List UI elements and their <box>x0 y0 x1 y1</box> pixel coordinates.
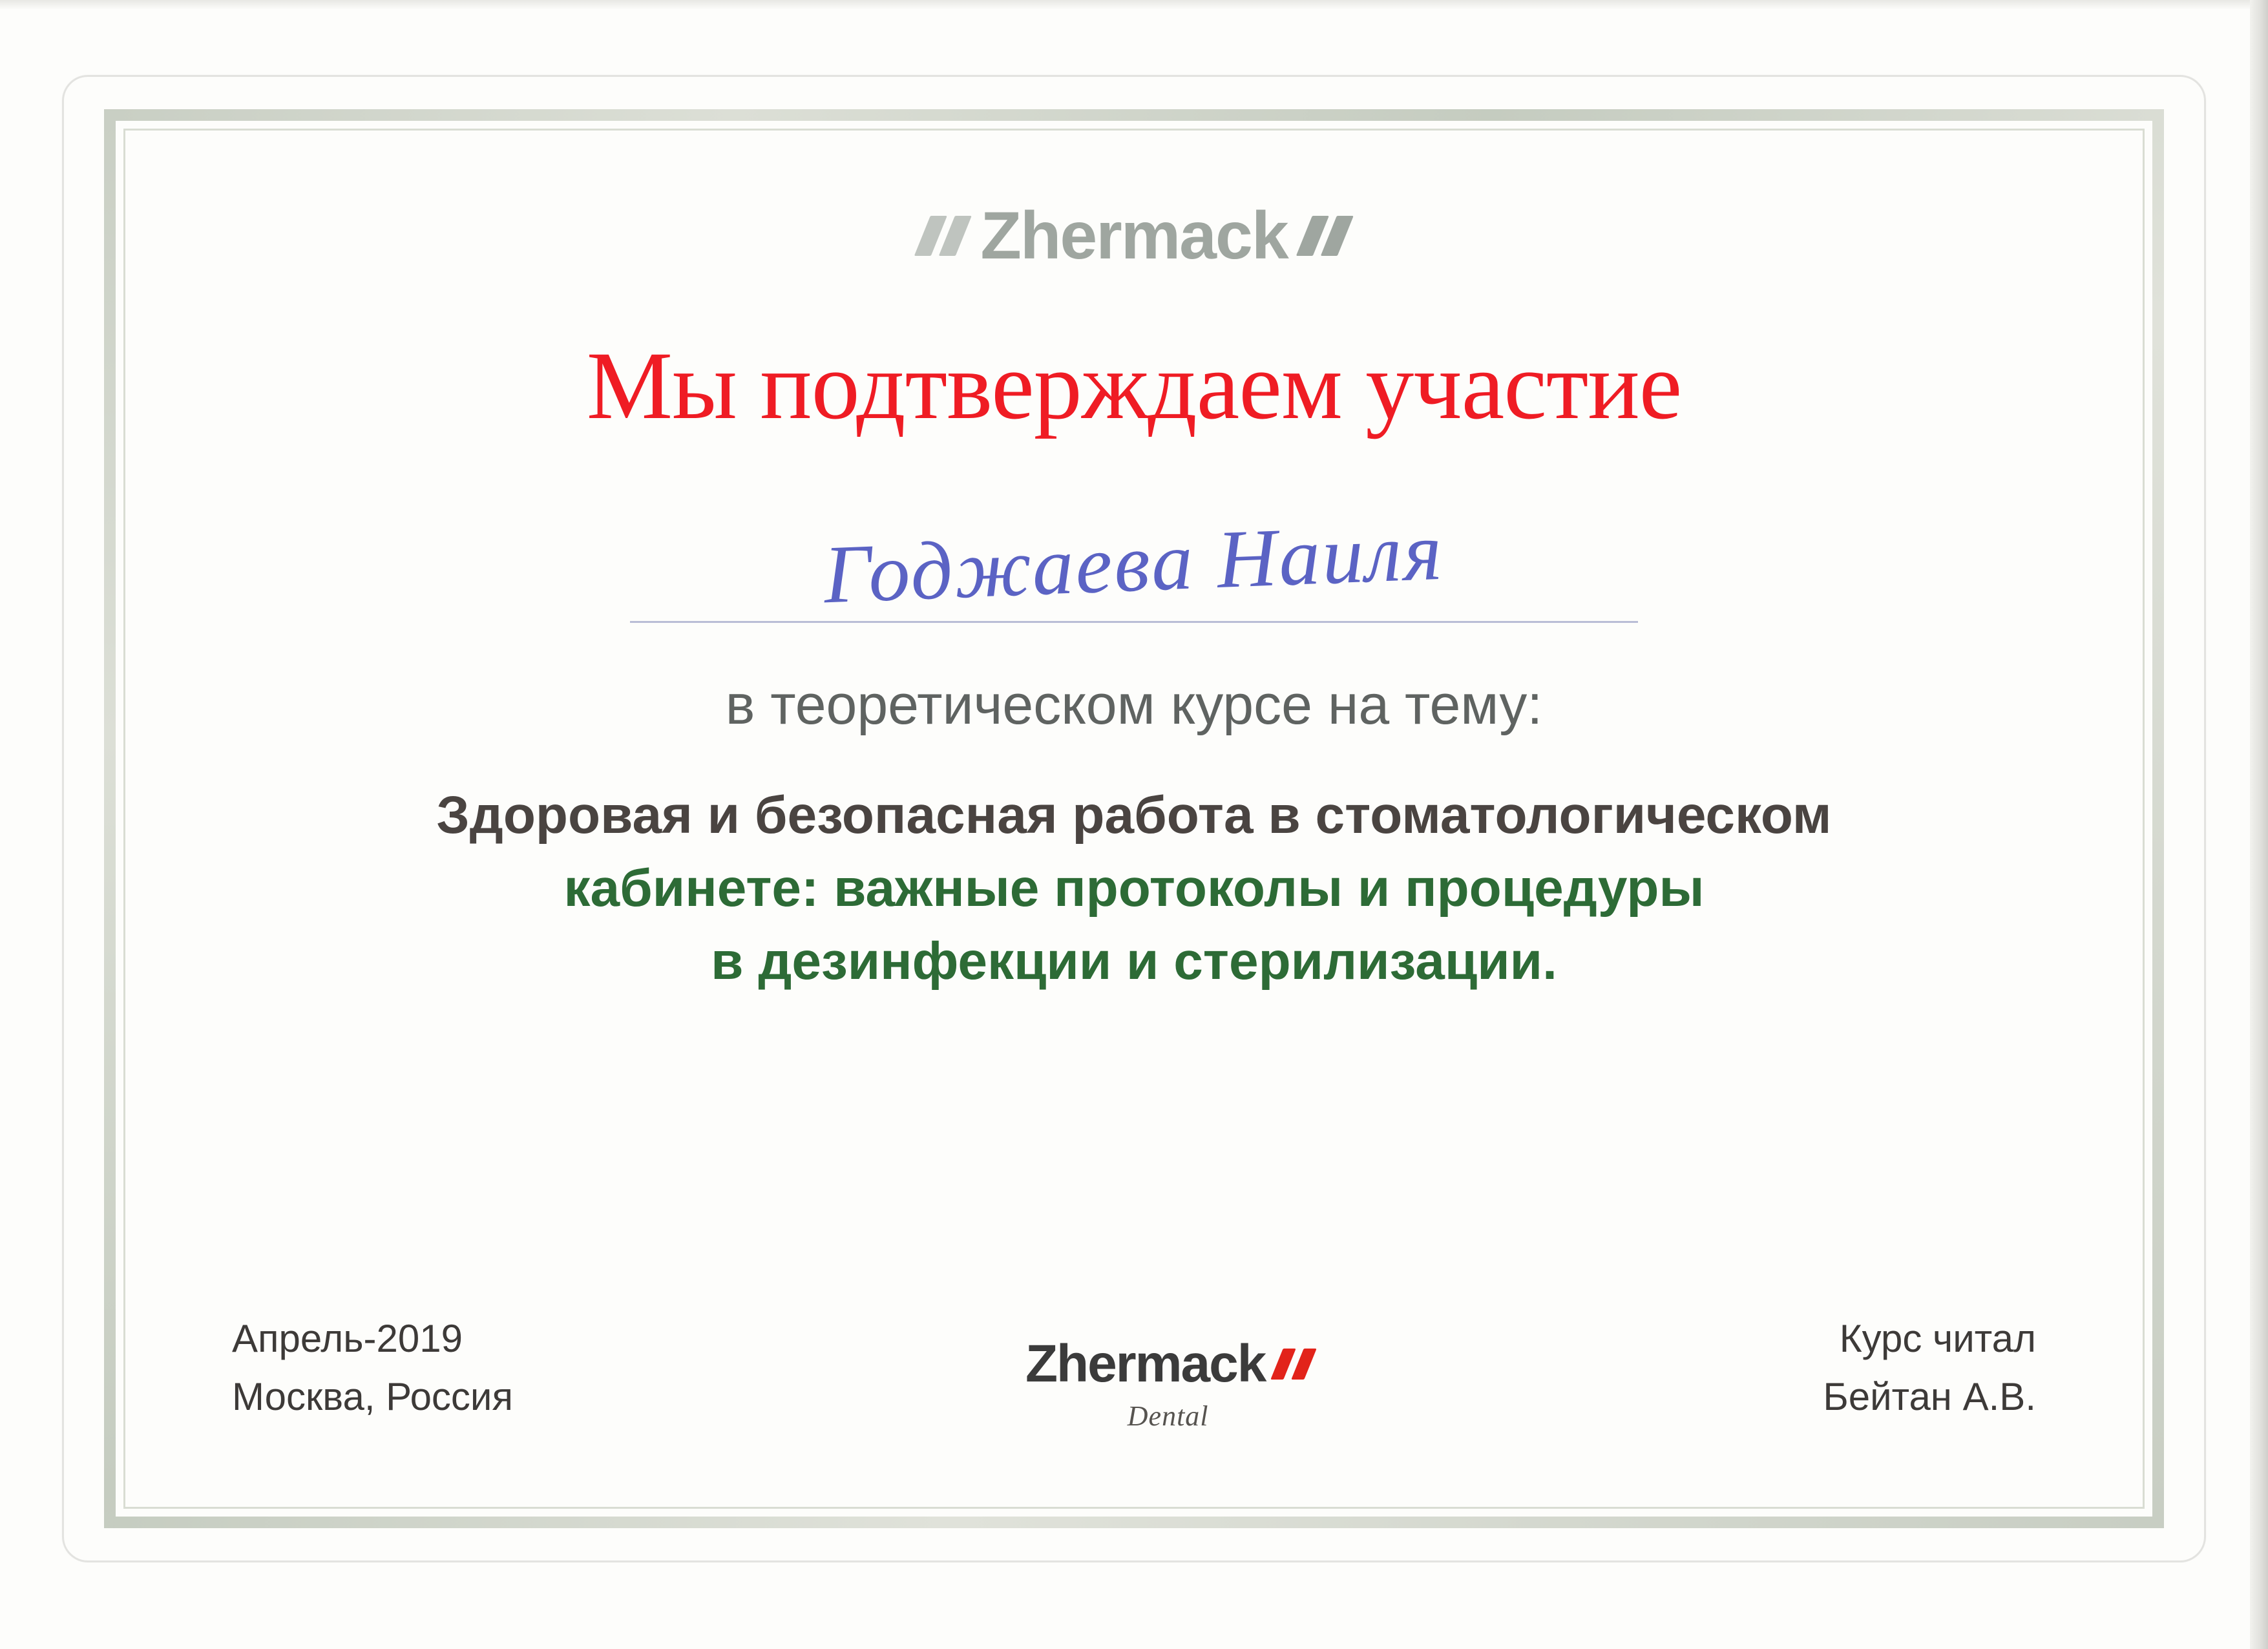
brand-logo-top <box>895 197 1372 275</box>
footer-place: Москва, Россия <box>232 1375 513 1418</box>
certificate-footer <box>232 1310 2036 1432</box>
scan-right-edge <box>2250 0 2268 1649</box>
footer-date: Апрель-2019 <box>232 1317 463 1360</box>
course-topic-line-3: в дезинфекции и стерилизации. <box>711 931 1557 991</box>
brand-slashes-footer-icon <box>1271 1349 1317 1380</box>
course-topic-line-1: Здоровая и безопасная работа в стоматологическом <box>436 785 1832 845</box>
lecturer-name: Бейтан А.В. <box>1823 1375 2036 1418</box>
lecturer-label: Курс читал <box>1839 1317 2036 1360</box>
brand-wordmark-top: Zhermack <box>980 198 1288 273</box>
brand-logo-footer <box>1025 1334 1310 1433</box>
course-subline: в теоретическом курсе на тему: <box>725 673 1543 736</box>
brand-slashes-right-icon <box>1296 216 1354 256</box>
certificate-body <box>161 332 2107 998</box>
certificate-headline: Мы подтверждаем участие <box>586 332 1682 439</box>
brand-slashes-left-icon <box>914 216 972 256</box>
brand-subtitle-footer: Dental <box>1127 1400 1209 1432</box>
signature-block <box>630 505 1638 623</box>
certificate-card <box>62 75 2206 1562</box>
footer-issue-info <box>232 1310 513 1426</box>
scan-top-edge <box>0 0 2268 9</box>
course-topic-line-2: кабинете: важные протоколы и процедуры <box>563 858 1705 918</box>
footer-lecturer-info <box>1823 1310 2036 1426</box>
brand-wordmark-footer: Zhermack <box>1025 1334 1266 1393</box>
brand-wordmark-footer-row <box>1025 1334 1310 1393</box>
course-topic <box>161 779 2107 998</box>
participant-signature: Годжаева Наиля <box>822 505 1445 620</box>
